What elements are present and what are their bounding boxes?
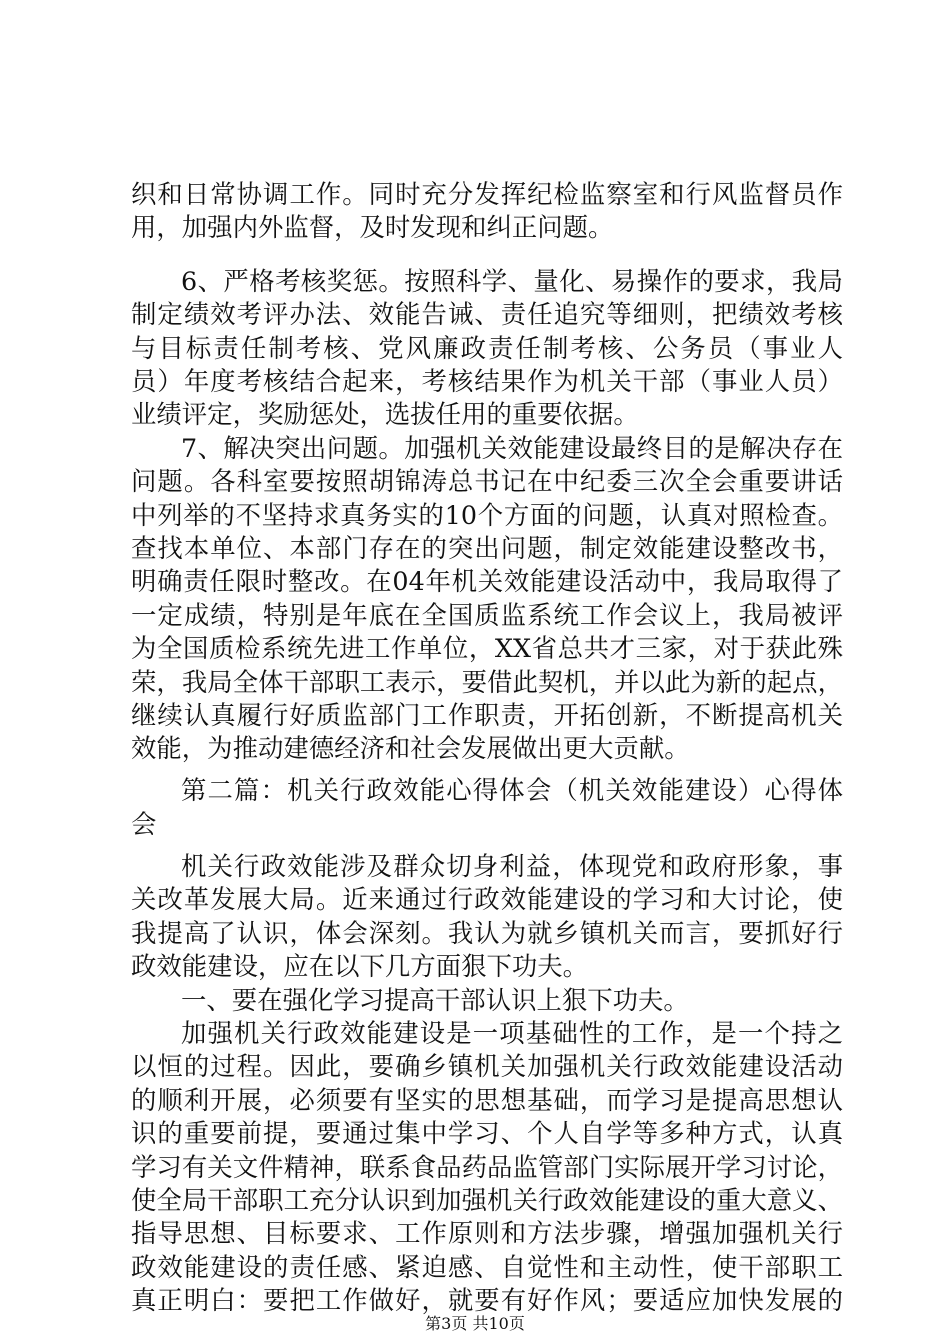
- total-pages: 共10页: [472, 1314, 525, 1333]
- page-footer: [0, 1314, 950, 1334]
- text-line: 7、解决突出问题。加强机关效能建设最终目的是解决存在: [181, 433, 843, 463]
- text-line: 指导思想、目标要求、工作原则和方法步骤，增强加强机关行: [131, 1218, 843, 1248]
- text-line: 加强机关行政效能建设是一项基础性的工作，是一个持之: [181, 1018, 843, 1048]
- text-line: 业绩评定，奖励惩处，选拔任用的重要依据。: [131, 399, 639, 429]
- section-heading: 第二篇：机关行政效能心得体会（机关效能建设）心得体: [181, 775, 843, 805]
- section-heading-continued: 会: [131, 809, 157, 839]
- text-line: 用，加强内外监督，及时发现和纠正问题。: [131, 212, 614, 242]
- text-line: 以恒的过程。因此，要确乡镇机关加强机关行政效能建设活动: [131, 1051, 843, 1081]
- text-line: 与目标责任制考核、党风廉政责任制考核、公务员（事业人: [131, 333, 843, 363]
- text-line: 中列举的不坚持求真务实的10个方面的问题，认真对照检查。: [131, 500, 843, 530]
- text-line: 明确责任限时整改。在04年机关效能建设活动中，我局取得了: [131, 566, 843, 596]
- text-line: 查找本单位、本部门存在的突出问题，制定效能建设整改书，: [131, 533, 843, 563]
- text-line: 荣，我局全体干部职工表示，要借此契机，并以此为新的起点，: [131, 667, 843, 697]
- text-line: 使全局干部职工充分认识到加强机关行政效能建设的重大意义、: [131, 1185, 843, 1215]
- text-line: 6、严格考核奖惩。按照科学、量化、易操作的要求，我局: [181, 266, 843, 296]
- text-line: 一定成绩，特别是年底在全国质监系统工作会议上，我局被评: [131, 600, 843, 630]
- text-line: 政效能建设的责任感、紧迫感、自觉性和主动性，使干部职工: [131, 1252, 843, 1282]
- text-line: 效能，为推动建德经济和社会发展做出更大贡献。: [131, 733, 690, 763]
- text-line: 制定绩效考评办法、效能告诫、责任追究等细则，把绩效考核: [131, 299, 843, 329]
- text-line: 的顺利开展，必须要有坚实的思想基础，而学习是提高思想认: [131, 1085, 843, 1115]
- text-line: 我提高了认识，体会深刻。我认为就乡镇机关而言，要抓好行: [131, 918, 843, 948]
- text-line: 真正明白：要把工作做好，就要有好作风；要适应加快发展的: [131, 1285, 843, 1315]
- text-line: 关改革发展大局。近来通过行政效能建设的学习和大讨论，使: [131, 884, 843, 914]
- text-line: 政效能建设，应在以下几方面狠下功夫。: [131, 951, 589, 981]
- text-line: 织和日常协调工作。同时充分发挥纪检监察室和行风监督员作: [131, 179, 843, 209]
- subheading: 一、要在强化学习提高干部认识上狠下功夫。: [181, 985, 689, 1015]
- page-number: 第3页: [425, 1314, 468, 1333]
- text-line: 学习有关文件精神，联系食品药品监管部门实际展开学习讨论，: [131, 1152, 843, 1182]
- text-line: 继续认真履行好质监部门工作职责，开拓创新，不断提高机关: [131, 700, 843, 730]
- text-line: 机关行政效能涉及群众切身利益，体现党和政府形象，事: [181, 851, 843, 881]
- text-line: 识的重要前提，要通过集中学习、个人自学等多种方式，认真: [131, 1118, 843, 1148]
- text-line: 问题。各科室要按照胡锦涛总书记在中纪委三次全会重要讲话: [131, 466, 843, 496]
- text-line: 员）年度考核结合起来，考核结果作为机关干部（事业人员）: [131, 366, 843, 396]
- text-line: 为全国质检系统先进工作单位，XX省总共才三家，对于获此殊: [131, 633, 843, 663]
